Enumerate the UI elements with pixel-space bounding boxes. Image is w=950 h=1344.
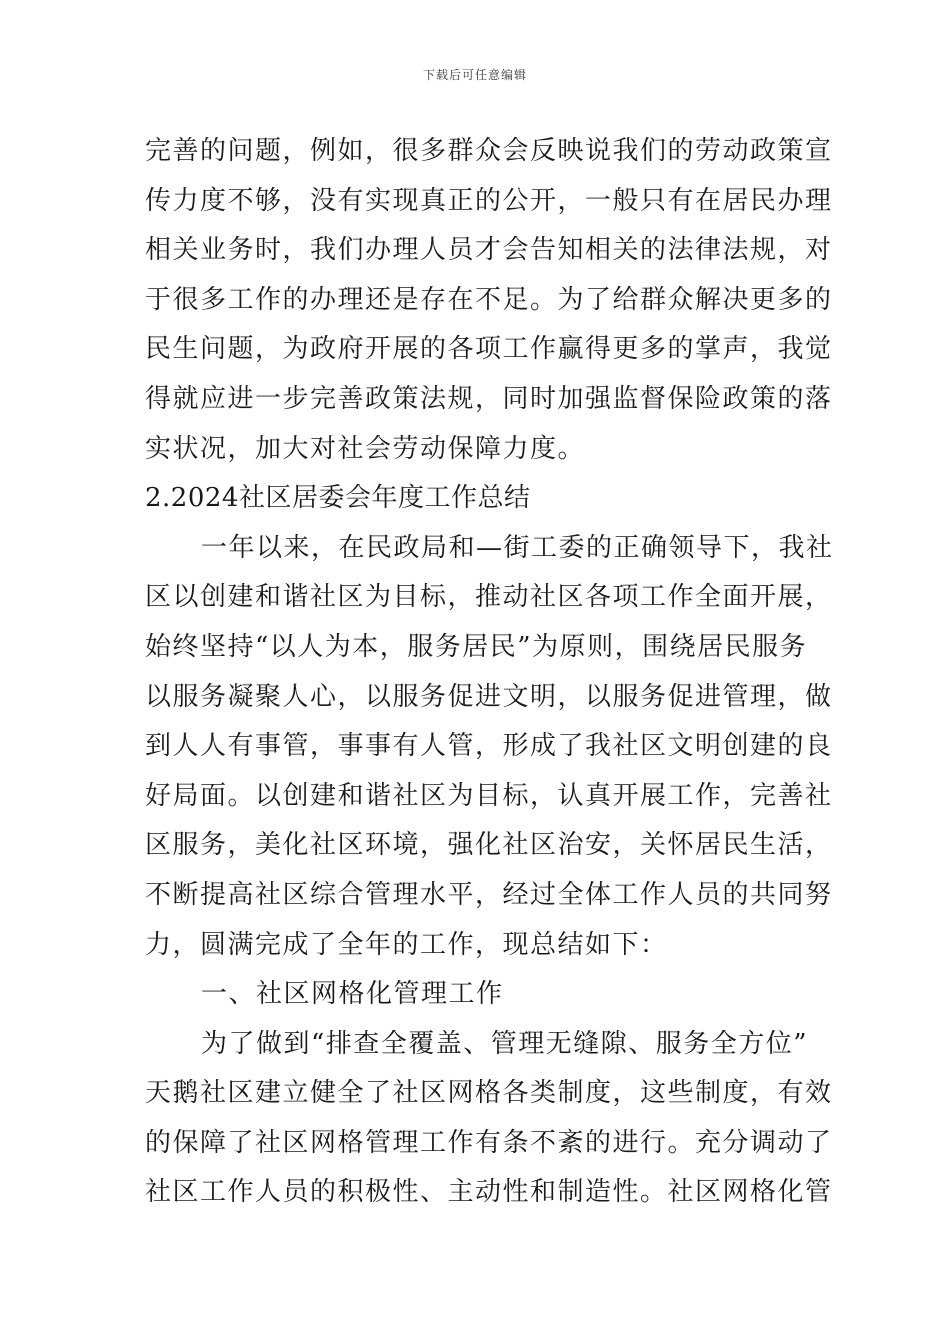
text-line: 完善的问题，例如，很多群众会反映说我们的劳动政策宣 xyxy=(145,136,833,166)
text-line: 区服务，美化社区环境，强化社区治安，关怀居民生活， xyxy=(145,830,833,861)
text-line: 到人人有事管，事事有人管，形成了我社区文明创建的良 xyxy=(145,731,833,762)
text-line: 于很多工作的办理还是存在不足。为了给群众解决更多的 xyxy=(145,284,833,315)
text-line: 不断提高社区综合管理水平，经过全体工作人员的共同努 xyxy=(145,879,833,910)
text-line: 得就应进一步完善政策法规，同时加强监督保险政策的落 xyxy=(145,383,833,414)
text-line: 区以创建和谐社区为目标，推动社区各项工作全面开展， xyxy=(145,582,833,613)
text-line: 的保障了社区网格管理工作有条不紊的进行。充分调动了 xyxy=(145,1127,833,1158)
text-line: 好局面。以创建和谐社区为目标，认真开展工作，完善社 xyxy=(145,780,833,811)
page-header-note: 下载后可任意编辑 xyxy=(422,68,527,82)
text-line: 力，圆满完成了全年的工作，现总结如下： xyxy=(145,929,668,960)
text-line: 天鹅社区建立健全了社区网格各类制度，这些制度，有效 xyxy=(145,1078,833,1109)
text-line: 相关业务时，我们办理人员才会告知相关的法律法规，对 xyxy=(145,235,833,266)
text-line: 民生问题，为政府开展的各项工作赢得更多的掌声，我觉 xyxy=(145,334,833,365)
text-line: 以服务凝聚人心，以服务促进文明，以服务促进管理，做 xyxy=(145,681,833,712)
subsection-heading: 一、社区网格化管理工作 xyxy=(201,979,504,1010)
text-line: 始终坚持“以人为本，服务居民”为原则，围绕居民服务 xyxy=(145,631,808,662)
paragraph-start-line: 为了做到“排查全覆盖、管理无缝隙、服务全方位” xyxy=(201,1028,809,1059)
document-body xyxy=(145,127,834,1218)
text-line: 传力度不够，没有实现真正的公开，一般只有在居民办理 xyxy=(145,185,833,216)
paragraph-start-line: 一年以来，在民政局和—街工委的正确领导下，我社 xyxy=(201,532,834,563)
text-line: 社区工作人员的积极性、主动性和制造性。社区网格化管 xyxy=(145,1177,833,1208)
text-line: 实状况，加大对社会劳动保障力度。 xyxy=(145,433,586,464)
section-heading: 2.2024社区居委会年度工作总结 xyxy=(145,483,531,514)
